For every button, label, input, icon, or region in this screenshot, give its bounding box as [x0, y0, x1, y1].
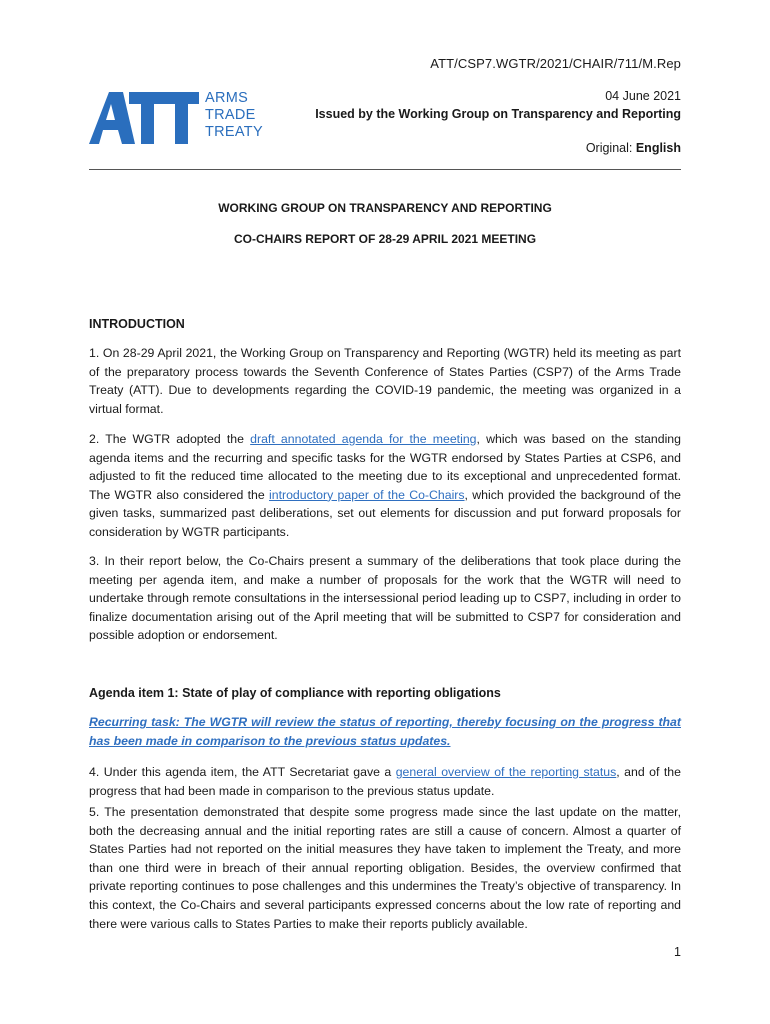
logo-line-arms: ARMS [205, 90, 249, 106]
paragraph-5: 5. The presentation demonstrated that despite some progress made since the last update on the matter, both the decreasing annual and the initial reporting rates are still a cause of concern. Almost a quarter of States Parties had not reported on the initial measures they have taken to implement the Treaty, and more than one third were in breach of their annual reporting obligation. Besides, the overview confirmed that private reporting continues to pose challenges and this undermines the Treaty’s objective of transparency. In this context, the Co-Chairs and several participants expressed concerns about the low rate of reporting and there were various calls to States Parties to make their reports publicly available. [89, 805, 681, 931]
reporting-status-link[interactable]: general overview of the reporting status [395, 765, 617, 779]
logo-line-trade: TRADE [205, 107, 256, 123]
paragraph-4-text-a: 4. Under this agenda item, the ATT Secretariat gave a [89, 765, 396, 779]
paragraph-1: 1. On 28-29 April 2021, the Working Group on Transparency and Reporting (WGTR) held its meeting as part of the preparatory process towards the Seventh Conference of States Parties (CSP7) of the Arms Trade Treaty (ATT). Due to developments regarding the COVID-19 pandemic, the meeting was organized in a virtual format. [89, 346, 681, 416]
paragraph-2 [89, 430, 681, 542]
paragraph-3: 3. In their report below, the Co-Chairs present a summary of the deliberations that took place during the meeting per agenda item, and make a number of proposals for the work that the WGTR will need to undertake through remote consultations in the intersessional period leading up to CSP7, including in order to finalize documentation arising out of the April meeting that will be submitted to CSP7 for consideration and possible adoption or endorsement. [89, 554, 681, 643]
document-reference: ATT/CSP7.WGTR/2021/CHAIR/711/M.Rep [430, 56, 681, 71]
paragraph-4-text-b: , and of the progress that had been made in comparison to the previous status update. [89, 765, 681, 798]
draft-agenda-link[interactable]: draft annotated agenda for the meeting [250, 432, 477, 446]
paragraph-2-text-b: , which was based on the standing agenda items and the recurring and specific tasks for the WGTR endorsed by States Parties at CSP6, and adjusted to fit the reduced time allocated to the meeting due to its exceptional and unprecedented format. The WGTR also considered the [89, 432, 681, 502]
page-number: 1 [674, 945, 681, 959]
introduction-heading: INTRODUCTION [89, 317, 185, 331]
original-language-value: English [635, 141, 681, 155]
logo-line-treaty: TREATY [205, 124, 263, 140]
att-logo [89, 90, 269, 146]
header-divider [89, 169, 681, 170]
paragraph-2-text-c: , which provided the background of the given tasks, summarized past deliberations, set out elements for discussion and put forward proposals for consideration by WGTR participants. [89, 487, 681, 539]
att-wordmark [205, 90, 263, 141]
document-title-line2: CO-CHAIRS REPORT OF 28-29 APRIL 2021 MEETING [233, 232, 537, 246]
recurring-task-1: Recurring task: The WGTR will review the status of reporting, thereby focusing on the progress that has been made in comparison to the previous status updates. [89, 715, 681, 748]
paragraph-4 [89, 763, 681, 800]
document-date: 04 June 2021 [605, 89, 681, 103]
original-label: Original: [585, 141, 633, 155]
original-language [586, 141, 681, 155]
att-logo-mark [89, 90, 201, 146]
document-title-line1: WORKING GROUP ON TRANSPARENCY AND REPORTING [218, 201, 552, 215]
introductory-paper-link[interactable]: introductory paper of the Co-Chairs [269, 487, 465, 502]
issued-by: Issued by the Working Group on Transparency and Reporting [315, 107, 681, 121]
paragraph-2-text-a: 2. The WGTR adopted the [89, 432, 251, 446]
agenda-item-1-heading: Agenda item 1: State of play of compliance with reporting obligations [89, 686, 501, 700]
